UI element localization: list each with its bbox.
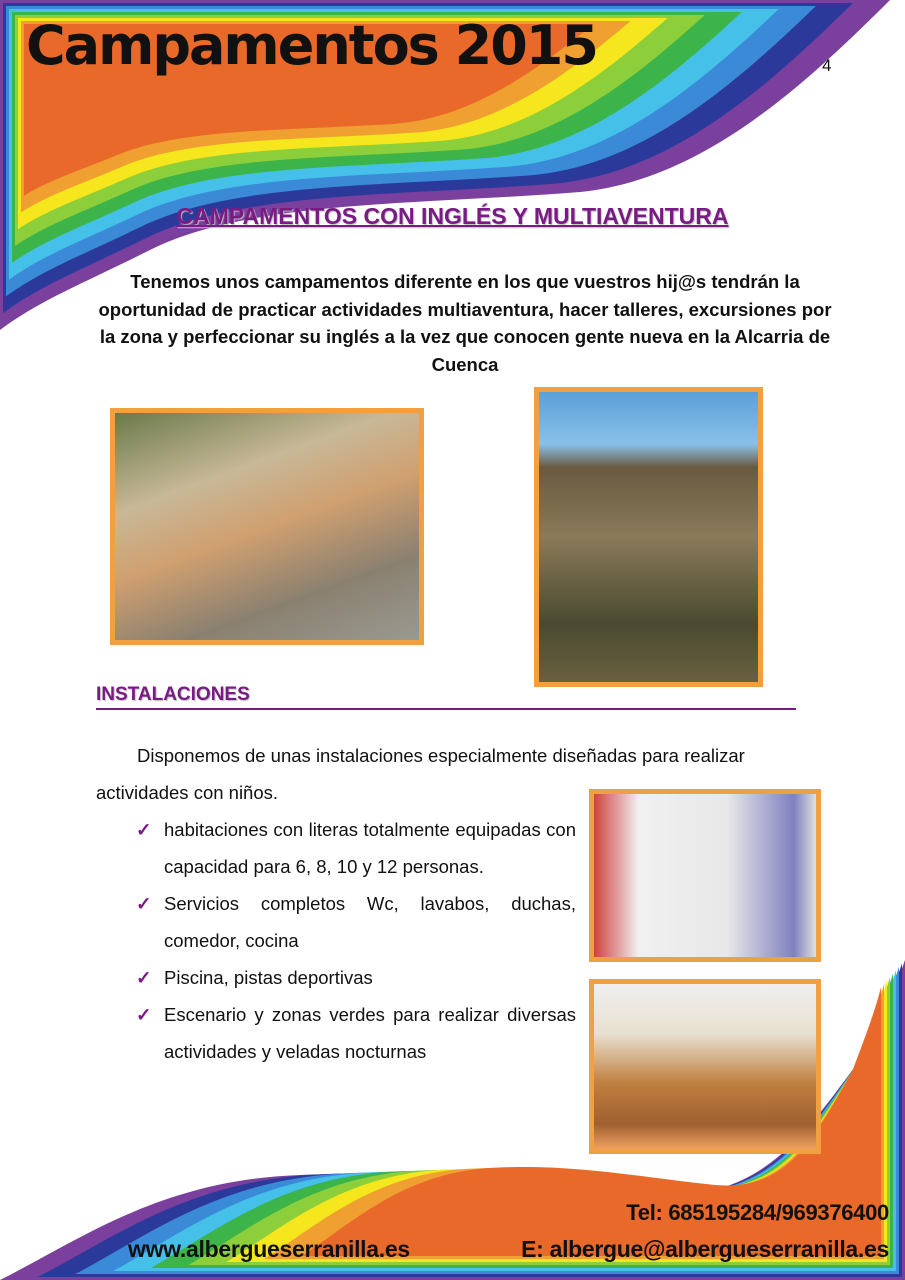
check-icon: ✓ xyxy=(136,893,152,914)
page-title xyxy=(0,203,905,230)
footer-website-link[interactable]: www.albergueserranilla.es xyxy=(128,1236,410,1262)
footer-email-link[interactable]: E: albergue@albergueserranilla.es xyxy=(521,1236,889,1262)
photo-zipline-cliff xyxy=(534,387,763,687)
photo-dining-hall xyxy=(589,979,821,1154)
intro-paragraph: Tenemos unos campamentos diferente en los que vuestros hij@s tendrán la oportunidad de practicar actividades multiaventura, hacer talleres, excursiones por la zona y perfeccionar su inglés a la vez que conocen gente nueva en la Alcarria de Cuenca xyxy=(98,271,832,375)
list-item xyxy=(136,885,576,959)
list-item-text: Piscina, pistas deportivas xyxy=(164,967,373,988)
list-item xyxy=(136,996,576,1070)
photo-kayak-paddles xyxy=(110,408,424,645)
footer-phone: Tel: 685195284/969376400 xyxy=(626,1200,889,1225)
photo-bunk-room xyxy=(589,789,821,962)
check-icon: ✓ xyxy=(136,1004,152,1025)
page-number: 4 xyxy=(822,56,832,75)
facilities-list xyxy=(136,811,576,1070)
check-icon: ✓ xyxy=(136,967,152,988)
section-heading-instalaciones: INSTALACIONES xyxy=(96,684,796,710)
list-item-text: habitaciones con literas totalmente equipadas con capacidad para 6, 8, 10 y 12 personas. xyxy=(164,819,576,877)
list-item-text: Escenario y zonas verdes para realizar diversas actividades y veladas nocturnas xyxy=(164,1004,576,1062)
list-item xyxy=(136,811,576,885)
brand-logo-text: Campamentos 2015 xyxy=(26,14,597,77)
list-item xyxy=(136,959,576,996)
check-icon: ✓ xyxy=(136,819,152,840)
list-item-text: Servicios completos Wc, lavabos, duchas, comedor, cocina xyxy=(164,893,576,951)
instalaciones-paragraph: Disponemos de unas instalaciones especialmente diseñadas para realizar actividades con niños. xyxy=(96,745,745,803)
page-title-text: CAMPAMENTOS CON INGLÉS Y MULTIAVENTURA xyxy=(176,203,729,229)
